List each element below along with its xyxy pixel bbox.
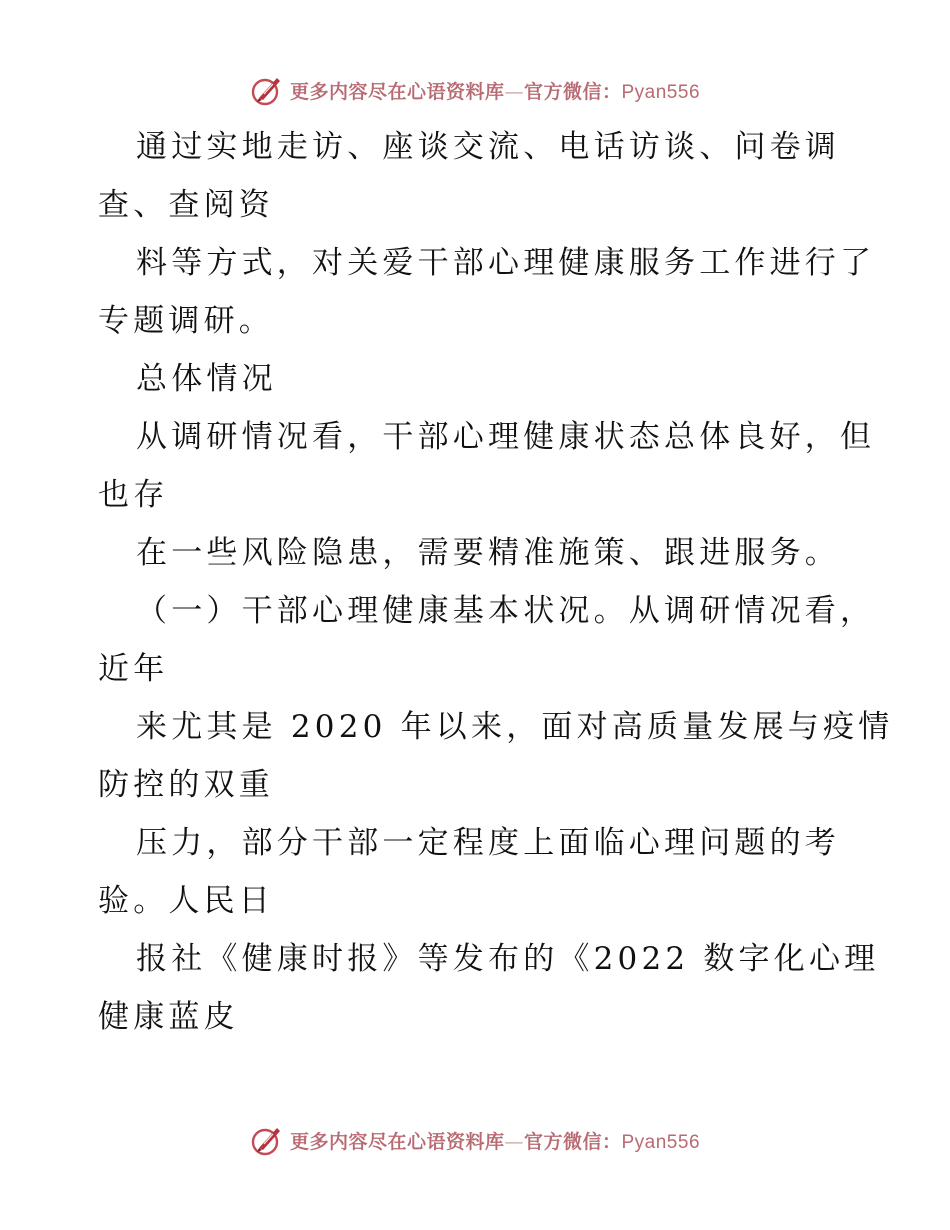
- text-line: 健康蓝皮: [98, 999, 239, 1035]
- footer-watermark: [0, 1120, 950, 1160]
- text-line: 近年: [98, 651, 169, 687]
- text-line: 查、查阅资: [98, 187, 274, 223]
- text-line: （一）干部心理健康基本状况。从调研情况看，: [136, 593, 876, 629]
- document-body: [98, 118, 894, 1046]
- text-line: 在一些风险隐患，需要精准施策、跟进服务。: [136, 535, 840, 571]
- text-line: 验。人民日: [98, 883, 274, 919]
- watermark-wechat-label: 官方微信：: [523, 80, 622, 103]
- watermark-text: [290, 77, 700, 104]
- watermark-separator: —: [504, 80, 524, 103]
- watermark-wechat-id: Pyan556: [621, 1131, 701, 1153]
- text-line: 从调研情况看，干部心理健康状态总体良好，但: [136, 419, 876, 455]
- section-heading: 总体情况: [136, 361, 277, 397]
- text-line: 来尤其是 2020 年以来，面对高质量发展与疫情: [136, 709, 894, 745]
- quill-pen-circle-icon: [250, 73, 284, 107]
- text-line: 防控的双重: [98, 767, 274, 803]
- watermark-main: 更多内容尽在心语资料库: [289, 1130, 505, 1153]
- watermark-main: 更多内容尽在心语资料库: [289, 80, 505, 103]
- text-line: 压力，部分干部一定程度上面临心理问题的考: [136, 825, 840, 861]
- quill-pen-circle-icon: [250, 1123, 284, 1157]
- header-watermark: [0, 70, 950, 110]
- text-line: 通过实地走访、座谈交流、电话访谈、问卷调: [136, 129, 840, 165]
- text-line: 专题调研。: [98, 303, 274, 339]
- text-line: 料等方式，对关爱干部心理健康服务工作进行了: [136, 245, 876, 281]
- watermark-separator: —: [504, 1130, 524, 1153]
- watermark-wechat-id: Pyan556: [621, 81, 701, 103]
- watermark-wechat-label: 官方微信：: [523, 1130, 622, 1153]
- watermark-text: [290, 1127, 700, 1154]
- text-line: 报社《健康时报》等发布的《2022 数字化心理: [136, 941, 880, 977]
- text-line: 也存: [98, 477, 169, 513]
